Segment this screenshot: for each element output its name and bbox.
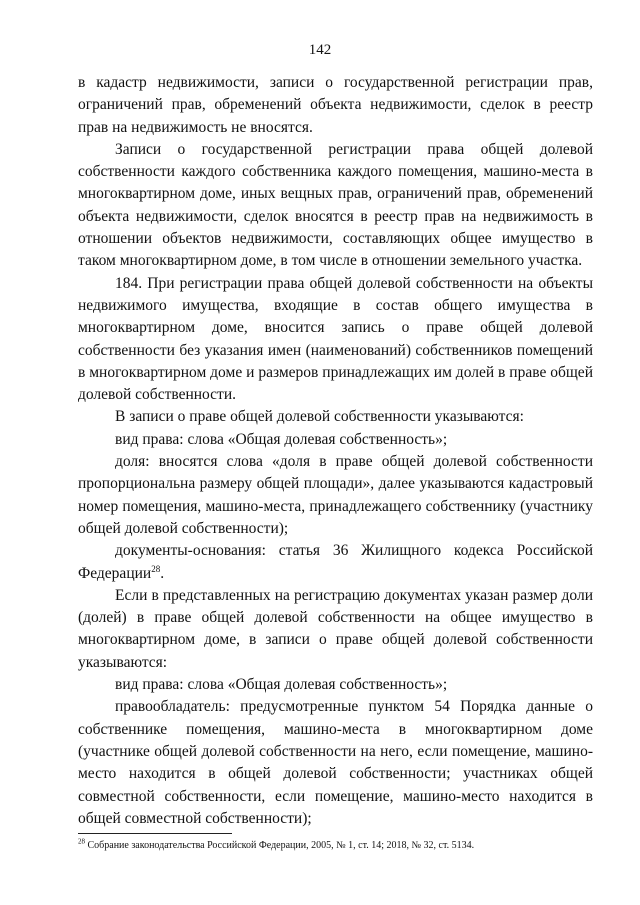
paragraph-item-184: 184. При регистрации права общей долевой собственности на объекты недвижимого имущества, входящие в состав общего имущества в многоквартирном доме, вносится запись о праве общей долевой собственности без указания имен (наименований) собственников помещений в многоквартирном доме и размеров принадлежащих им долей в праве общей долевой собственности. <box>78 274 593 404</box>
paragraph-right-type-2: вид права: слова «Общая долевая собственность»; <box>115 676 448 694</box>
footnote-marker: 28 <box>78 837 85 846</box>
footnote-text: Собрание законодательства Российской Федерации, 2005, № 1, ст. 14; 2018, № 32, ст. 5134. <box>85 840 475 851</box>
paragraph-right-type: вид права: слова «Общая долевая собственность»; <box>115 430 448 448</box>
document-body <box>78 72 593 830</box>
footnote-reference: 28 <box>151 563 161 574</box>
paragraph-common-property-records: Записи о государственной регистрации права общей долевой собственности каждого собственника каждого помещения, машино-места в многоквартирном доме, иных вещных прав, ограничений прав, обременений объекта недвижимости, сделок вносятся в реестр прав на недвижимость в отношении объектов недвижимости, составляющих общее имущество в таком многоквартирном доме, в том числе в отношении земельного участка. <box>78 140 593 270</box>
paragraph-basis-documents: документы-основания: статья 36 Жилищного кодекса Российской Федерации$^{28}$. <box>78 542 593 582</box>
paragraph-record-contents-intro: В записи о праве общей долевой собственности указываются: <box>115 408 524 426</box>
paragraph-right-holder: правообладатель: предусмотренные пунктом 54 Порядка данные о собственнике помещения, машино-места в многоквартирном доме (участнике общей долевой собственности на него, если помещение, машино-место находится в общей долевой собственности; участниках общей совместной собственности, если помещение, машино-место находится в общей совместной собственности); <box>78 698 593 827</box>
paragraph-cadastre-note: в кадастр недвижимости, записи о государственной регистрации прав, ограничений прав, обременений объекта недвижимости, сделок в реестр прав на недвижимость не вносятся. <box>78 74 593 136</box>
footnote-divider <box>78 833 232 834</box>
paragraph-share-size-specified: Если в представленных на регистрацию документах указан размер доли (долей) в праве общей долевой собственности на общее имущество в многоквартирном доме, в записи о праве общей долевой собственности указываются: <box>78 586 593 671</box>
paragraph-share: доля: вносятся слова «доля в праве общей долевой собственности пропорциональна размеру общей площади», далее указываются кадастровый номер помещения, машино-места, принадлежащего собственнику (участнику общей долевой собственности); <box>78 453 593 537</box>
footnote <box>78 839 598 852</box>
page-number: 142 <box>308 42 332 58</box>
